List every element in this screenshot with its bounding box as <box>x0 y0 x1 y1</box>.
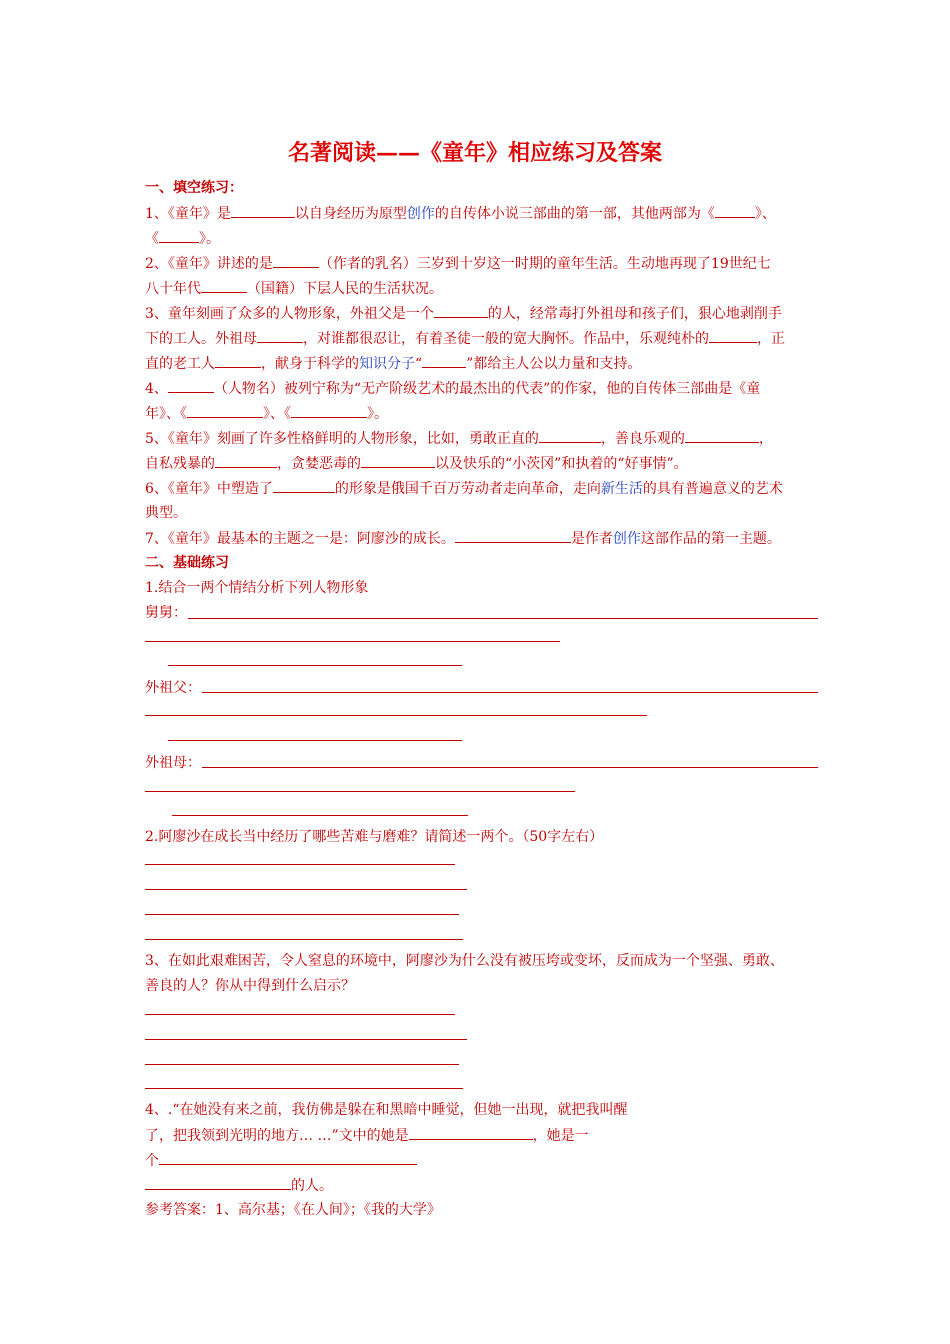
blank[interactable] <box>409 1125 533 1140</box>
blank[interactable] <box>187 403 263 418</box>
q1-line1: 1、《童年》是 以自身经历为原型创作的自传体小说三部曲的第一部，其他两部为《 》、 <box>145 203 776 224</box>
blank[interactable] <box>685 428 759 443</box>
q6-line2: 典型。 <box>145 505 187 521</box>
blank[interactable] <box>361 453 435 468</box>
blank[interactable] <box>422 353 466 368</box>
answer-line[interactable] <box>145 1039 467 1040</box>
blank[interactable] <box>231 203 295 218</box>
s2-q4-line1: 4、.“在她没有来之前，我仿佛是躲在和黑暗中睡觉，但她一出现，就把我叫醒 <box>145 1102 628 1118</box>
blank[interactable] <box>434 303 488 318</box>
blank[interactable] <box>159 228 199 243</box>
answer-line[interactable] <box>172 815 468 816</box>
answer-line[interactable] <box>145 715 647 716</box>
blank[interactable] <box>291 403 367 418</box>
blank[interactable] <box>273 478 335 493</box>
q7-line: 7、《童年》最基本的主题之一是：阿廖沙的成长。 是作者创作这部作品的第一主题。 <box>145 528 781 549</box>
blank[interactable] <box>715 203 755 218</box>
answer-line[interactable] <box>145 889 467 890</box>
page-title: 名著阅读——《童年》相应练习及答案 <box>287 140 662 166</box>
section1-heading: 一、填空练习： <box>145 180 243 196</box>
q6-line1: 6、《童年》中塑造了 的形象是俄国千百万劳动者走向革命，走向新生活的具有普遍意义的艺术 <box>145 478 783 499</box>
blank[interactable] <box>539 428 601 443</box>
blank[interactable] <box>215 353 261 368</box>
s2-q4-line4: 的人。 <box>145 1175 333 1196</box>
answer-line[interactable] <box>145 1064 459 1065</box>
answer-key: 参考答案：1、高尔基；《在人间》；《我的大学》 <box>145 1202 441 1218</box>
answer-line[interactable] <box>202 692 818 693</box>
s2-q3-line1: 3、在如此艰难困苦，令人窒息的环境中，阿廖沙为什么没有被压垮或变坏，反而成为一个坚强、勇敢、 <box>145 953 784 969</box>
section2-heading: 二、基础练习 <box>145 555 229 571</box>
answer-line[interactable] <box>168 665 462 666</box>
q2-line1: 2、《童年》讲述的是 （作者的乳名）三岁到十岁这一时期的童年生活。生动地再现了19世纪七 <box>145 253 771 274</box>
q4-line2: 年》、《 》、《 》。 <box>145 403 388 424</box>
answer-line[interactable] <box>188 618 818 619</box>
q5-line2: 自私残暴的 ，贪婪恶毒的 以及快乐的“小茨冈”和执着的“好事情”。 <box>145 453 688 474</box>
blank[interactable] <box>273 253 319 268</box>
blank[interactable] <box>201 278 247 293</box>
answer-line[interactable] <box>202 767 818 768</box>
blank[interactable] <box>215 453 277 468</box>
q3-line2: 下的工人。外祖母 ，对谁都很忍让，有着圣徒一般的宽大胸怀。作品中，乐观纯朴的 ，正 <box>145 328 785 349</box>
answer-line[interactable] <box>145 914 459 915</box>
q1-line2: 《 》。 <box>145 228 220 249</box>
s2-q2-prompt: 2.阿廖沙在成长当中经历了哪些苦难与磨难？请简述一两个。（50字左右） <box>145 829 604 845</box>
uncle-label: 舅舅： <box>145 605 187 621</box>
s2-q3-line2: 善良的人？你从中得到什么启示？ <box>145 978 355 994</box>
blank[interactable] <box>709 328 757 343</box>
q2-line2: 八十年代 （国籍）下层人民的生活状况。 <box>145 278 443 299</box>
answer-line[interactable] <box>145 1014 455 1015</box>
s2-q4-line3: 个 <box>145 1150 417 1171</box>
grandma-label: 外祖母： <box>145 755 201 771</box>
answer-line[interactable] <box>145 791 575 792</box>
blank[interactable] <box>168 378 214 393</box>
q3-line3: 直的老工人 ，献身于科学的知识分子“ ”都给主人公以力量和支持。 <box>145 353 641 374</box>
q5-line1: 5、《童年》刻画了许多性格鲜明的人物形象，比如，勇敢正直的 ，善良乐观的 ， <box>145 428 773 449</box>
blank[interactable] <box>145 1175 291 1190</box>
answer-line[interactable] <box>145 1088 463 1089</box>
blank[interactable] <box>455 528 571 543</box>
s2-q1-prompt: 1.结合一两个情结分析下列人物形象 <box>145 580 369 596</box>
grandpa-label: 外祖父： <box>145 680 201 696</box>
answer-line[interactable] <box>145 641 560 642</box>
answer-line[interactable] <box>145 864 455 865</box>
q3-line1: 3、童年刻画了众多的人物形象，外祖父是一个 的人，经常毒打外祖母和孩子们，狠心地剥削手 <box>145 303 782 324</box>
answer-line[interactable] <box>145 939 463 940</box>
blank[interactable] <box>159 1150 417 1165</box>
s2-q4-line2: 了，把我领到光明的地方… …”文中的她是 ，她是一 <box>145 1125 589 1146</box>
answer-line[interactable] <box>168 740 462 741</box>
blank[interactable] <box>257 328 303 343</box>
q4-line1: 4、 （人物名）被列宁称为“无产阶级艺术的最杰出的代表”的作家，他的自传体三部曲是《童 <box>145 378 760 399</box>
